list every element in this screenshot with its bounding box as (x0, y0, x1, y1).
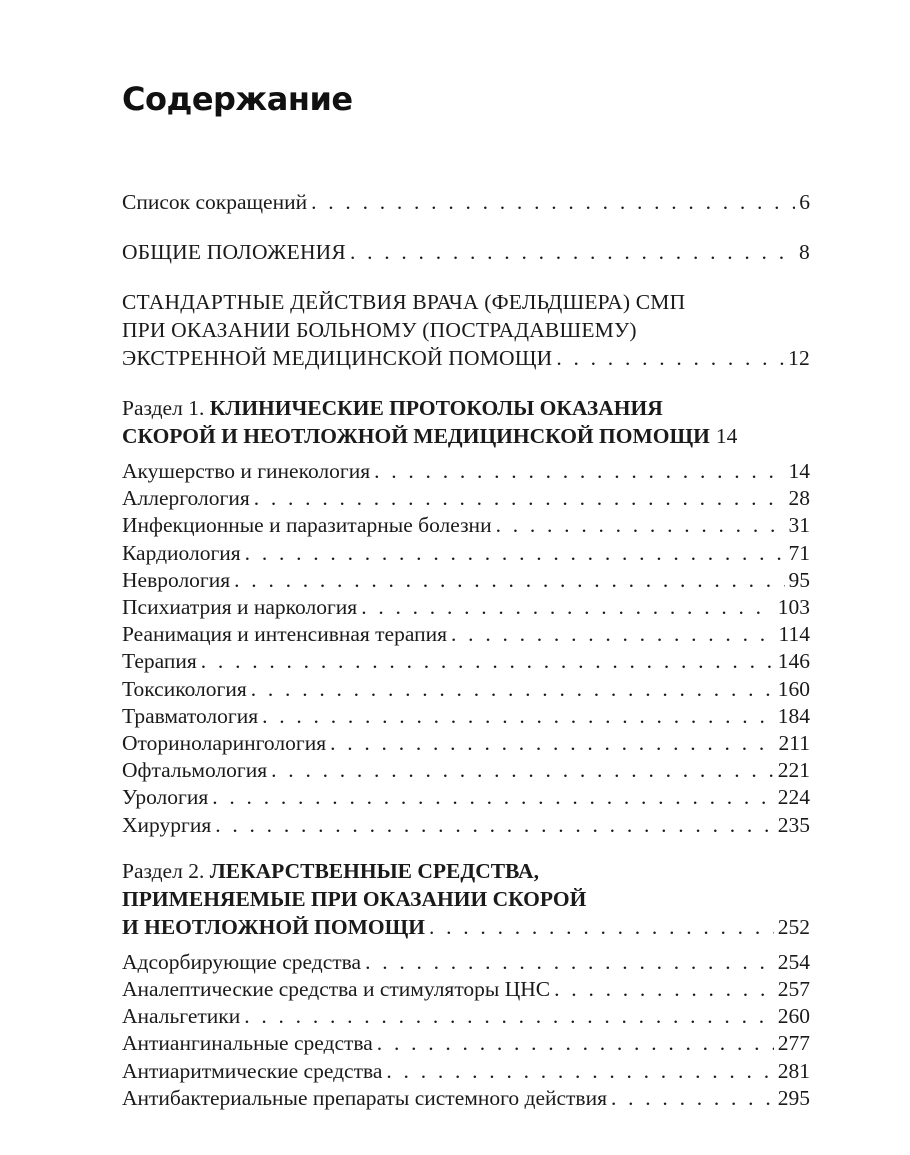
item-page-number: 235 (777, 812, 810, 837)
section-1-heading[interactable] (122, 394, 810, 450)
dot-leader (350, 238, 795, 266)
entry-label-line: ЭКСТРЕННОЙ МЕДИЦИНСКОЙ ПОМОЩИ (122, 346, 553, 370)
dot-leader (245, 540, 785, 567)
toc-item[interactable] (122, 512, 810, 539)
section-heading-line (122, 857, 810, 885)
dot-leader (496, 512, 785, 539)
toc-item[interactable] (122, 676, 810, 703)
item-label: Офтальмология (122, 758, 268, 783)
dot-leader (386, 1058, 773, 1085)
dot-leader (311, 188, 795, 216)
toc-item[interactable] (122, 594, 810, 621)
toc-item[interactable] (122, 784, 810, 811)
item-page-number: 224 (777, 785, 810, 810)
entry-page-number: 6 (799, 190, 810, 214)
item-label: Антибактериальные препараты системного действия (122, 1085, 607, 1110)
toc-item[interactable] (122, 648, 810, 675)
dot-leader (271, 757, 774, 784)
section-prefix: Раздел 2. (122, 858, 205, 883)
dot-leader (361, 594, 774, 621)
item-label: Акушерство и гинекология (122, 459, 371, 483)
toc-item[interactable] (122, 1085, 810, 1112)
item-label: Терапия (122, 649, 197, 674)
toc-item[interactable] (122, 1003, 810, 1030)
section-prefix: Раздел 1. (122, 396, 205, 420)
dot-leader (451, 621, 775, 648)
item-page-number: 31 (788, 513, 810, 538)
entry-label: ОБЩИЕ ПОЛОЖЕНИЯ (122, 240, 346, 264)
item-label: Токсикология (122, 676, 247, 701)
page-title: Содержание (122, 80, 353, 118)
item-label: Инфекционные и паразитарные болезни (122, 513, 492, 538)
toc-entry (122, 422, 810, 450)
item-label: Неврология (122, 567, 231, 592)
toc-entry[interactable] (122, 238, 810, 266)
item-label: Адсорбирующие средства (122, 949, 362, 974)
item-label: Аллергология (122, 486, 250, 511)
dot-leader (365, 949, 774, 976)
item-page-number: 14 (788, 459, 810, 483)
section-title-line: ЛЕКАРСТВЕННЫЕ СРЕДСТВА, (209, 858, 539, 883)
dot-leader (201, 648, 774, 675)
dot-leader (251, 676, 774, 703)
item-page-number: 295 (777, 1085, 810, 1110)
item-page-number: 28 (788, 486, 810, 511)
toc-item[interactable] (122, 730, 810, 757)
dot-leader (234, 567, 784, 594)
dot-leader (377, 1030, 774, 1057)
item-page-number: 281 (777, 1058, 810, 1083)
dot-leader (611, 1085, 774, 1112)
dot-leader (554, 976, 774, 1003)
toc-entry[interactable] (122, 188, 810, 216)
dot-leader (262, 703, 774, 730)
toc-item[interactable] (122, 485, 810, 512)
item-page-number: 71 (788, 540, 810, 565)
item-page-number: 260 (777, 1004, 810, 1029)
dot-leader (374, 458, 784, 485)
toc-entry-standard-actions[interactable] (122, 288, 810, 372)
item-label: Кардиология (122, 540, 241, 565)
dot-leader (330, 730, 774, 757)
item-label: Урология (122, 785, 209, 810)
section-heading-line (122, 394, 810, 422)
toc-item[interactable] (122, 621, 810, 648)
toc-item[interactable] (122, 976, 810, 1003)
dot-leader (556, 344, 784, 372)
table-of-contents (122, 188, 810, 1130)
toc-item[interactable] (122, 567, 810, 594)
toc-entry (122, 913, 810, 941)
item-page-number: 221 (777, 758, 810, 783)
section-2-items (122, 949, 810, 1112)
toc-item[interactable] (122, 949, 810, 976)
toc-entry-abbreviations (122, 188, 810, 216)
item-page-number: 184 (777, 703, 810, 728)
section-1-items (122, 458, 810, 839)
toc-item[interactable] (122, 458, 810, 485)
item-label: Анальгетики (122, 1004, 241, 1029)
toc-item[interactable] (122, 540, 810, 567)
dot-leader (215, 812, 774, 839)
item-page-number: 254 (777, 949, 810, 974)
dot-leader (212, 784, 774, 811)
dot-leader (254, 485, 785, 512)
entry-label-line: ПРИ ОКАЗАНИИ БОЛЬНОМУ (ПОСТРАДАВШЕМУ) (122, 318, 637, 342)
item-page-number: 114 (778, 622, 810, 647)
section-title-line: И НЕОТЛОЖНОЙ ПОМОЩИ (122, 914, 425, 939)
entry-page-number: 252 (777, 914, 810, 939)
item-label: Хирургия (122, 812, 212, 837)
item-label: Аналептические средства и стимуляторы ЦНС (122, 977, 551, 1002)
dot-leader (244, 1003, 774, 1030)
section-title-line: КЛИНИЧЕСКИЕ ПРОТОКОЛЫ ОКАЗАНИЯ (209, 396, 663, 420)
toc-item[interactable] (122, 812, 810, 839)
toc-entry (122, 344, 810, 372)
item-label: Антиаритмические средства (122, 1058, 383, 1083)
section-title-line: СКОРОЙ И НЕОТЛОЖНОЙ МЕДИЦИНСКОЙ ПОМОЩИ (122, 424, 710, 448)
toc-item[interactable] (122, 1030, 810, 1057)
item-page-number: 211 (778, 731, 810, 756)
entry-page-number: 14 (715, 424, 738, 448)
item-page-number: 257 (777, 977, 810, 1002)
item-label: Психиатрия и наркология (122, 595, 358, 620)
section-2-heading[interactable] (122, 857, 810, 941)
section-title-line: ПРИМЕНЯЕМЫЕ ПРИ ОКАЗАНИИ СКОРОЙ (122, 886, 587, 911)
item-label: Оториноларингология (122, 731, 327, 756)
entry-label: Список сокращений (122, 190, 308, 214)
entry-page-number: 8 (799, 240, 810, 264)
toc-entry-general (122, 238, 810, 266)
toc-item[interactable] (122, 703, 810, 730)
entry-page-number: 12 (788, 346, 810, 370)
item-page-number: 146 (777, 649, 810, 674)
item-page-number: 160 (777, 676, 810, 701)
item-label: Антиангинальные средства (122, 1031, 373, 1056)
item-label: Травматология (122, 703, 259, 728)
toc-item[interactable] (122, 757, 810, 784)
item-page-number: 103 (777, 595, 810, 620)
entry-label-line: СТАНДАРТНЫЕ ДЕЙСТВИЯ ВРАЧА (ФЕЛЬДШЕРА) СМП (122, 290, 686, 314)
dot-leader (429, 913, 774, 941)
item-page-number: 95 (788, 567, 810, 592)
item-page-number: 277 (777, 1031, 810, 1056)
item-label: Реанимация и интенсивная терапия (122, 622, 448, 647)
toc-item[interactable] (122, 1058, 810, 1085)
